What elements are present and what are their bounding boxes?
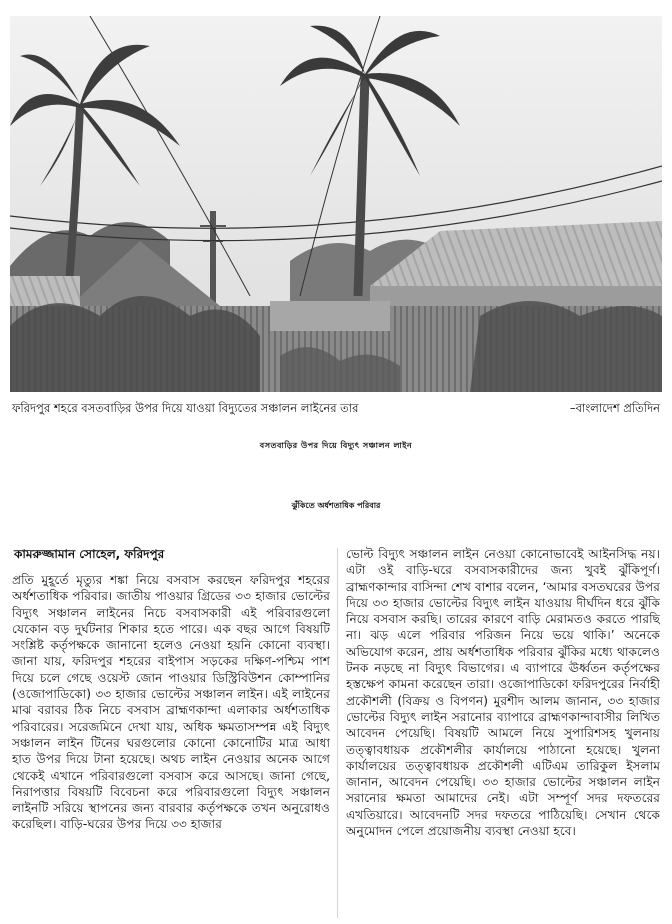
photo-caption xyxy=(12,398,660,418)
photo-credit: –বাংলাদেশ প্রতিদিন xyxy=(569,401,660,415)
body-text-right: ভোল্ট বিদ্যুৎ সঞ্চালন লাইন নেওয়া কোনোভাবেই আইনসিদ্ধ নয়। এটা ওই বাড়ি-ঘরে বসবাসকারীদের জন্য খুবই ঝুঁকিপূর্ণ। ব্রাহ্মণকান্দার বাসিন্দা শেখ বাশার বলেন, ‘আমার বসতঘরের উপর দিয়ে ৩৩ হাজার ভোল্টের বিদ্যুৎ লাইন যাওয়ায় দীর্ঘদিন ধরে ঝুঁকি নিয়ে বসবাস করছি। তারের কারণে বাড়ি মেরামতও করতে পারছি না। ঝড় এলে পরিবার পরিজন নিয়ে ভয়ে থাকি।’ অনেকে অভিযোগ করেন, প্রায় অর্ধশতাধিক পরিবার ঝুঁকির মধ্যে থাকলেও টনক নড়ছে না বিদ্যুৎ বিভাগের। এ ব্যাপারে ঊর্ধ্বতন কর্তৃপক্ষের হস্তক্ষেপ কামনা করেছেন তারা। ওজোপাডিকো ফরিদপুরের নির্বাহী প্রকৌশলী (বিক্রয় ও বিপণন) মুরশীদ আলম জানান, ৩৩ হাজার ভোল্টের বিদ্যুৎ লাইন সরানোর ব্যাপারে ব্রাহ্মণকান্দাবাসীর লিখিত আবেদন পেয়েছি। বিষয়টি আমলে নিয়ে সুপারিশসহ খুলনায় তত্ত্বাবধায়ক প্রকৌশলীর কার্যালয়ে পাঠানো হয়েছে। খুলনা কার্যালয়ের তত্ত্বাবধায়ক প্রকৌশলী এটিএম তারিকুল ইসলাম জানান, আবেদন পেয়েছি। ৩৩ হাজার ভোল্টের সঞ্চালন লাইন সরানোর ক্ষমতা আমাদের নেই। এটা সম্পূর্ণ সদর দফতরের এখতিয়ারে। আবেদনটি সদর দফতরে পাঠিয়েছি। সেখান থেকে অনুমোদন পেলে প্রয়োজনীয় ব্যবস্থা নেওয়া হবে। xyxy=(346,547,660,839)
headline-main: ঝুঁকিতে অর্ধশতাধিক পরিবার xyxy=(291,501,381,510)
body-column-left xyxy=(12,572,330,920)
article-photo xyxy=(10,16,662,392)
headline-kicker: বসতবাড়ির উপর দিয়ে বিদ্যুৎ সঞ্চালন লাইন xyxy=(259,441,413,450)
photo-illustration xyxy=(10,16,662,392)
caption-text: ফরিদপুর শহরে বসতবাড়ির উপর দিয়ে যাওয়া বিদ্যুতের সঞ্চালন লাইনের তার xyxy=(12,401,359,415)
byline: কামরুজ্জামান সোহেল, ফরিদপুর xyxy=(14,547,165,561)
body-text-left: প্রতি মুহূর্তে মৃত্যুর শঙ্কা নিয়ে বসবাস করছেন ফরিদপুর শহরের অর্ধশতাধিক পরিবার। জাতীয় পাওয়ার গ্রিডের ৩৩ হাজার ভোল্টের বিদ্যুৎ সঞ্চালন লাইনের নিচে বসবাসকারী এই পরিবারগুলো যেকোন বড় দুর্ঘটনার শিকার হতে পারে। এক বছর আগে বিষয়টি সংশ্লিষ্ট কর্তৃপক্ষকে জানানো হলেও নেওয়া হয়নি কোনো ব্যবস্থা। জানা যায়, ফরিদপুর শহরের বাইপাস সড়কের দক্ষিণ-পশ্চিম পাশ দিয়ে চলে গেছে ওয়েস্ট জোন পাওয়ার ডিস্ট্রিবিউশন কোম্পানির (ওজোপাডিকো) ৩৩ হাজার ভোল্টের সঞ্চালন লাইন। এই লাইনের মাঝ বরাবর ঠিক নিচে বসবাস ব্রাহ্মণকান্দা এলাকার অর্ধশতাধিক পরিবারের। সরেজমিনে দেখা যায়, অধিক ক্ষমতাসম্পন্ন এই বিদ্যুৎ সঞ্চালন লাইন টিনের ঘরগুলোর কোনো কোনোটির মাত্র আধা হাত উপর দিয়ে টানা হয়েছে। অথচ লাইন নেওয়ার অনেক আগে থেকেই এখানে পরিবারগুলো বসবাস করে আসছে। জানা গেছে, নিরাপত্তার বিষয়টি বিবেচনা করে পরিবারগুলো বিদ্যুৎ সঞ্চালন লাইনটি সরিয়ে স্থাপনের জন্য বারবার কর্তৃপক্ষকে তখন অনুরোধও করেছিল। বাড়ি-ঘরের উপর দিয়ে ৩৩ হাজার xyxy=(12,573,330,832)
column-divider xyxy=(337,548,338,918)
body-column-right xyxy=(346,546,660,920)
